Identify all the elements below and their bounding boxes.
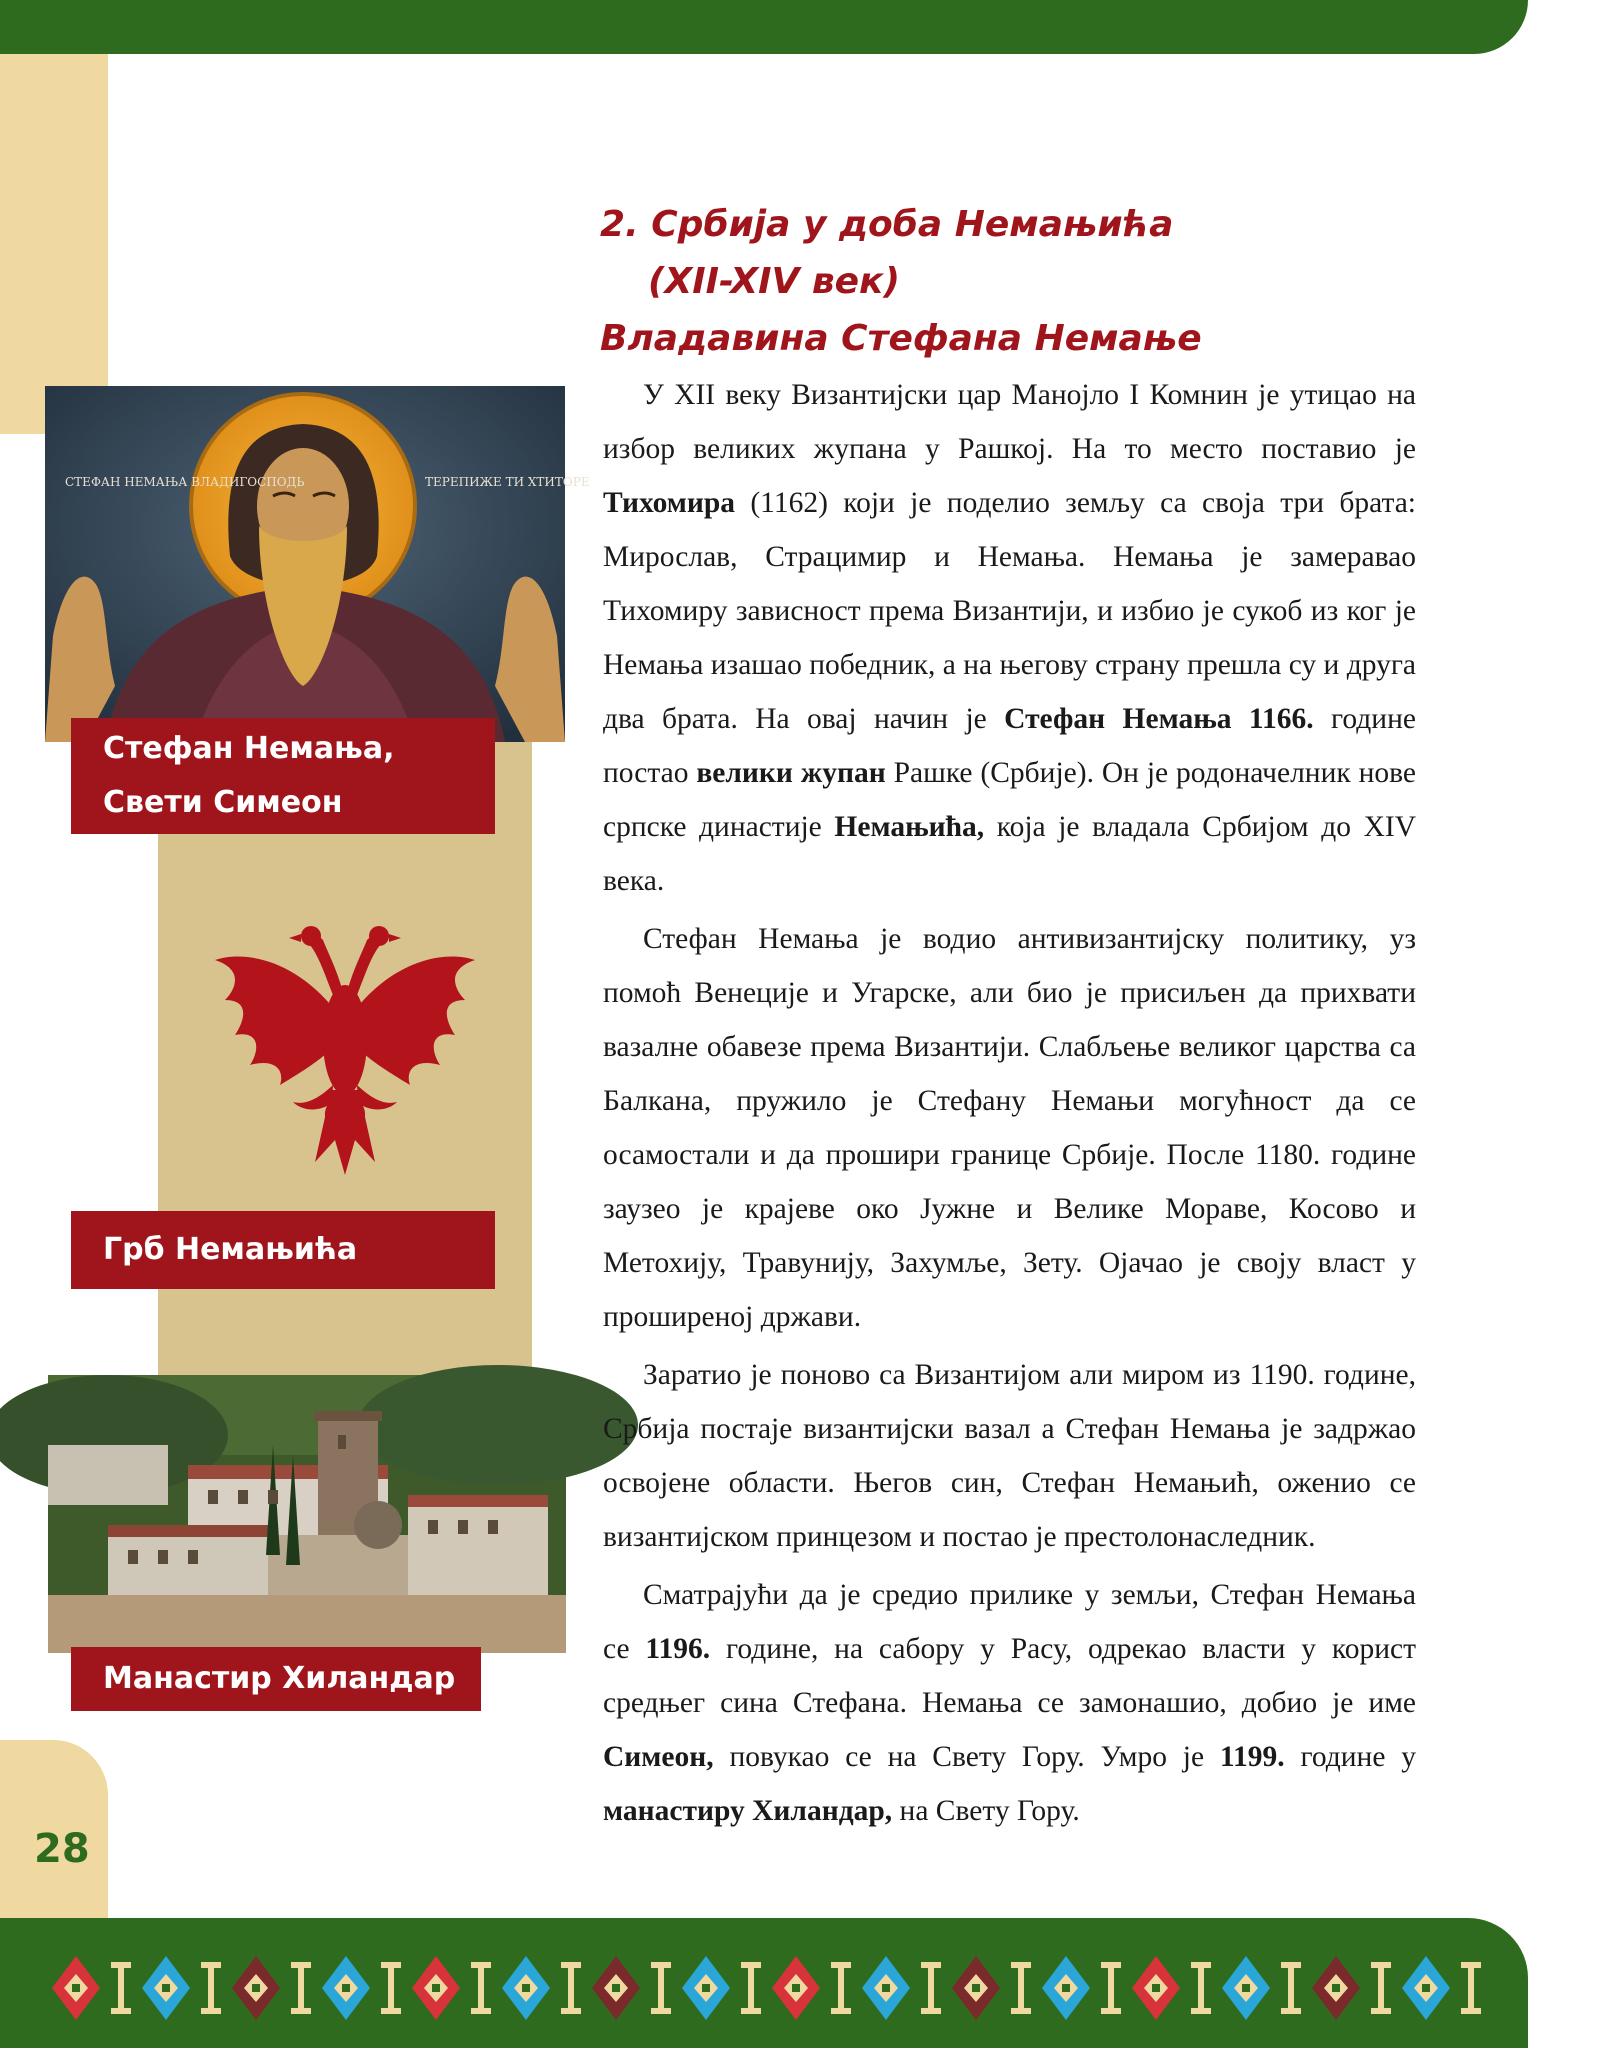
heading-line-2: (XII-XIV век) (648, 261, 900, 302)
ornament-separator (741, 1962, 761, 2014)
double-headed-eagle-icon (205, 900, 485, 1180)
ornament-separator (651, 1962, 671, 2014)
ornament-separator (1191, 1962, 1211, 2014)
bold-term: Стефан Немања 1166. (1004, 703, 1314, 735)
ornament-motif (1312, 1956, 1360, 2020)
text-run: У XII веку Византијски цар Манојло I Комнин је утицао на избор великих жупана у Рашкој. На то место поставио је (603, 379, 1416, 465)
text-run: године постао (603, 703, 1416, 789)
paragraph (603, 368, 1416, 908)
ornament-motif (862, 1956, 910, 2020)
ornament-motif (232, 1956, 280, 2020)
paragraph (603, 912, 1416, 1344)
hilandar-monastery-photo (48, 1375, 566, 1653)
ornament-motif (1042, 1956, 1090, 2020)
ornament-separator (1281, 1962, 1301, 2014)
text-run: повукао се на Свету Гору. Умро је (713, 1741, 1220, 1773)
text-run: године у (1284, 1741, 1416, 1773)
heading-line-3: Владавина Стефана Немање (600, 318, 1202, 359)
bold-term: велики жупан (696, 757, 886, 789)
paragraph (603, 1348, 1416, 1564)
ornament-separator (111, 1962, 131, 2014)
ornament-separator (561, 1962, 581, 2014)
ornament-motif (412, 1956, 460, 2020)
bold-term: манастиру Хиландар, (603, 1795, 893, 1827)
ornament-separator (1101, 1962, 1121, 2014)
ornament-separator (381, 1962, 401, 2014)
text-run: Сматрајући да је средио прилике у земљи, Стефан Немања се (603, 1579, 1416, 1665)
ornament-motif (1402, 1956, 1450, 2020)
fresco-inscription-left: СТЕФАН НЕМАЊА ВЛАДИГОСПОДЬ (65, 475, 305, 489)
ornament-motif (502, 1956, 550, 2020)
portrait-caption (71, 718, 495, 834)
text-run: Стефан Немања је водио антивизантијску политику, уз помоћ Венеције и Угарске, али био је присиљен да прихвати вазалне обавезе према Византији. Слабљење великог царства са Балкана, пружило је Стефану Немањи могућност да се осамостали и да прошири границе Србије. После 1180. године заузео је крајеве око Јужне и Велике Мораве, Косово и Метохију, Травунију, Захумље, Зету. Ојачао је своју власт у проширеној држави. (603, 923, 1416, 1333)
portrait-caption-line2: Свети Симеон (103, 785, 343, 820)
ornament-motif (592, 1956, 640, 2020)
text-run: Заратио је поново са Византијом али миром из 1190. године, Србија постаје византијски вазал а Стефан Немања је задржао освојене области. Његов син, Стефан Немањић, оженио се византијском принцезом и постао је престолонаследник. (603, 1359, 1416, 1553)
text-run: Рашке (Србије). Он је родоначелник нове српске династије (603, 757, 1416, 843)
text-run: године, на сабору у Расу, одрекао власти у корист средњег сина Стефана. Немања се замонашио, добио је име (603, 1633, 1416, 1719)
ornament-separator (1371, 1962, 1391, 2014)
ornament-separator (201, 1962, 221, 2014)
ornament-motif (142, 1956, 190, 2020)
stefan-nemanja-fresco (45, 386, 590, 742)
ornament-separator (831, 1962, 851, 2014)
ornament-separator (291, 1962, 311, 2014)
bold-term: Немањића, (834, 811, 985, 843)
page-number: 28 (34, 1826, 90, 1872)
ornament-motif (52, 1956, 100, 2020)
ornament-separator (921, 1962, 941, 2014)
text-run: која је владала Србијом до XIV века. (603, 811, 1417, 897)
fresco-illustration (45, 386, 590, 742)
fresco-inscription-right: ТЕРЕПИЖЕ ТИ ХТИТОРЕ (425, 475, 590, 489)
ornament-separator (1011, 1962, 1031, 2014)
monastery-caption: Манастир Хиландар (71, 1647, 481, 1711)
ornament-motif (772, 1956, 820, 2020)
section-heading (600, 196, 1480, 367)
bold-term: Симеон, (603, 1741, 714, 1773)
ornament-motif (952, 1956, 1000, 2020)
bold-term: 1196. (645, 1633, 711, 1665)
portrait-caption-line1: Стефан Немања, (103, 731, 395, 766)
text-run: на Свету Гору. (892, 1795, 1080, 1827)
paragraph (603, 1568, 1416, 1838)
ornament-separator (471, 1962, 491, 2014)
side-margin-strip (0, 54, 108, 434)
ornament-motif (1132, 1956, 1180, 2020)
text-run: (1162) који је поделио земљу са своја три брата: Мирослав, Страцимир и Немања. Немања је замеравао Тихомиру зависност према Византији, и избио је сукоб из ког је Немања изашао победник, а на његову страну прешла су и друга два брата. На овај начин је (603, 487, 1417, 735)
bold-term: Тихомира (603, 487, 736, 519)
folk-ornament-pattern (36, 1948, 1476, 2028)
heading-line-1: 2. Србија у доба Немањића (600, 204, 1174, 245)
monastery-illustration (48, 1375, 566, 1653)
article-body (603, 368, 1416, 1838)
top-green-band (0, 0, 1528, 54)
coat-of-arms-caption: Грб Немањића (71, 1211, 495, 1289)
ornament-motif (682, 1956, 730, 2020)
ornament-motif (322, 1956, 370, 2020)
bold-term: 1199. (1219, 1741, 1285, 1773)
ornament-motif (1222, 1956, 1270, 2020)
